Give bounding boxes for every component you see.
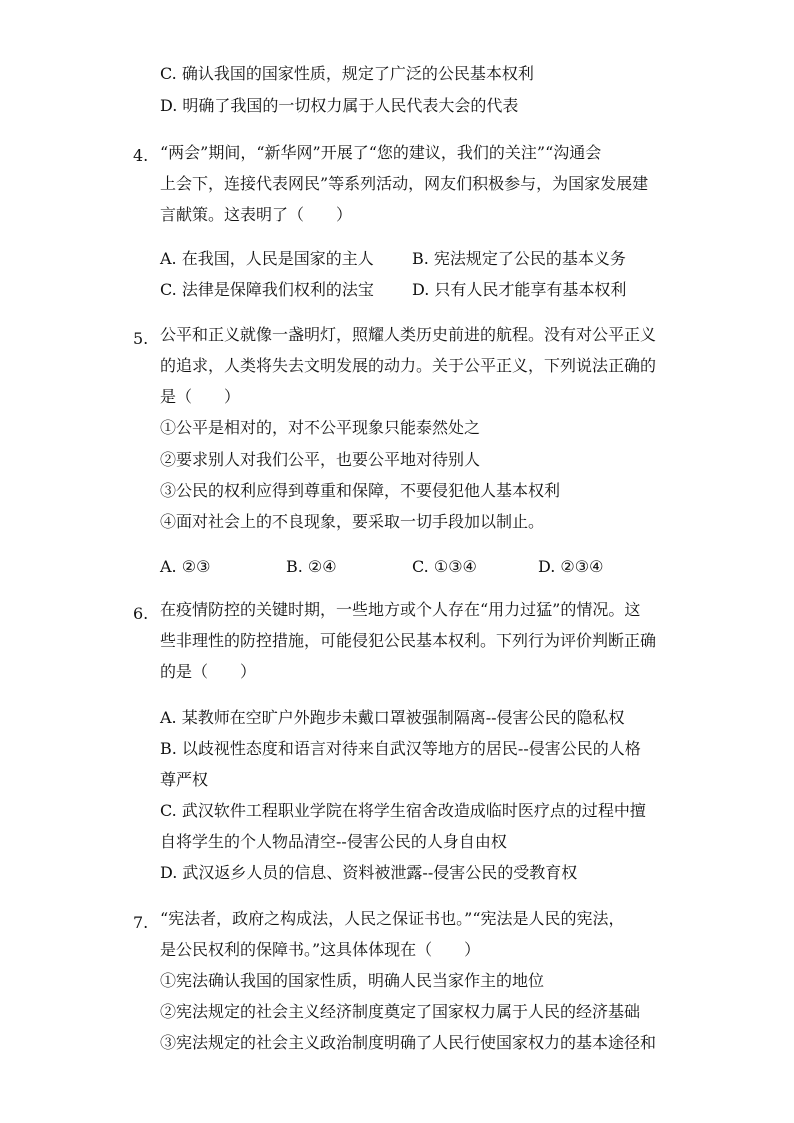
q5-statement-2: ②要求别人对我们公平，也要公平地对待别人 <box>160 450 481 469</box>
q6-option-b-line-2: 尊严权 <box>160 770 209 789</box>
q5-statement-4: ④面对社会上的不良现象，要采取一切手段加以制止。 <box>160 512 545 531</box>
q6-option-c-line-2: 自将学生的个人物品清空--侵害公民的人身自由权 <box>160 832 507 851</box>
q4-number: 4. <box>133 146 149 165</box>
q4-option-c: C. 法律是保障我们权利的法宝 <box>160 280 374 299</box>
q4-option-a: A. 在我国，人民是国家的主人 <box>160 249 374 268</box>
q5-option-a: A. ②③ <box>160 557 211 576</box>
q7-stem-line-2: 是公民权利的保障书。”这具体体现在（ ） <box>160 940 481 959</box>
q7-number: 7. <box>133 913 149 932</box>
q3-option-c: C. 确认我国的国家性质，规定了广泛的公民基本权利 <box>160 64 534 83</box>
q4-stem-line-3: 言献策。这表明了（ ） <box>160 205 353 224</box>
q5-stem-line-2: 的追求，人类将失去文明发展的动力。关于公平正义，下列说法正确的 <box>160 356 657 375</box>
q5-statement-3: ③公民的权利应得到尊重和保障，不要侵犯他人基本权利 <box>160 481 561 500</box>
q7-statement-3: ③宪法规定的社会主义政治制度明确了人民行使国家权力的基本途径和 <box>160 1033 657 1052</box>
q3-option-d: D. 明确了我国的一切权力属于人民代表大会的代表 <box>160 96 519 115</box>
q6-option-c-line-1: C. 武汉软件工程职业学院在将学生宿舍改造成临时医疗点的过程中擅 <box>160 801 646 820</box>
q5-number: 5. <box>133 329 149 348</box>
q6-stem-line-2: 些非理性的防控措施，可能侵犯公民基本权利。下列行为评价判断正确 <box>160 631 657 650</box>
q6-stem-line-1: 在疫情防控的关键时期，一些地方或个人存在“用力过猛”的情况。这 <box>160 600 641 619</box>
q7-stem-line-1: “宪法者，政府之构成法，人民之保证书也。”“宪法是人民的宪法， <box>160 909 625 928</box>
q4-stem-line-1: “两会”期间，“新华网”开展了“您的建议，我们的关注”“沟通会 <box>160 143 602 162</box>
q6-stem-line-3: 的是（ ） <box>160 662 257 681</box>
q6-option-d: D. 武汉返乡人员的信息、资料被泄露--侵害公民的受教育权 <box>160 863 578 882</box>
q5-option-d: D. ②③④ <box>538 557 604 576</box>
q5-stem-line-3: 是（ ） <box>160 387 241 406</box>
q6-option-b-line-1: B. 以歧视性态度和语言对待来自武汉等地方的居民--侵害公民的人格 <box>160 739 641 758</box>
q5-option-c: C. ①③④ <box>412 557 477 576</box>
q5-statement-1: ①公平是相对的，对不公平现象只能泰然处之 <box>160 418 481 437</box>
q4-option-d: D. 只有人民才能享有基本权利 <box>412 280 627 299</box>
q4-stem-line-2: 上会下，连接代表网民”等系列活动，网友们积极参与，为国家发展建 <box>160 174 649 193</box>
q4-option-b: B. 宪法规定了公民的基本义务 <box>412 249 626 268</box>
q6-option-a: A. 某教师在空旷户外跑步未戴口罩被强制隔离--侵害公民的隐私权 <box>160 708 625 727</box>
q6-number: 6. <box>133 604 149 623</box>
q7-statement-1: ①宪法确认我国的国家性质，明确人民当家作主的地位 <box>160 971 545 990</box>
q5-stem-line-1: 公平和正义就像一盏明灯，照耀人类历史前进的航程。没有对公平正义 <box>160 325 657 344</box>
q5-option-b: B. ②④ <box>286 557 337 576</box>
q7-statement-2: ②宪法规定的社会主义经济制度奠定了国家权力属于人民的经济基础 <box>160 1002 641 1021</box>
